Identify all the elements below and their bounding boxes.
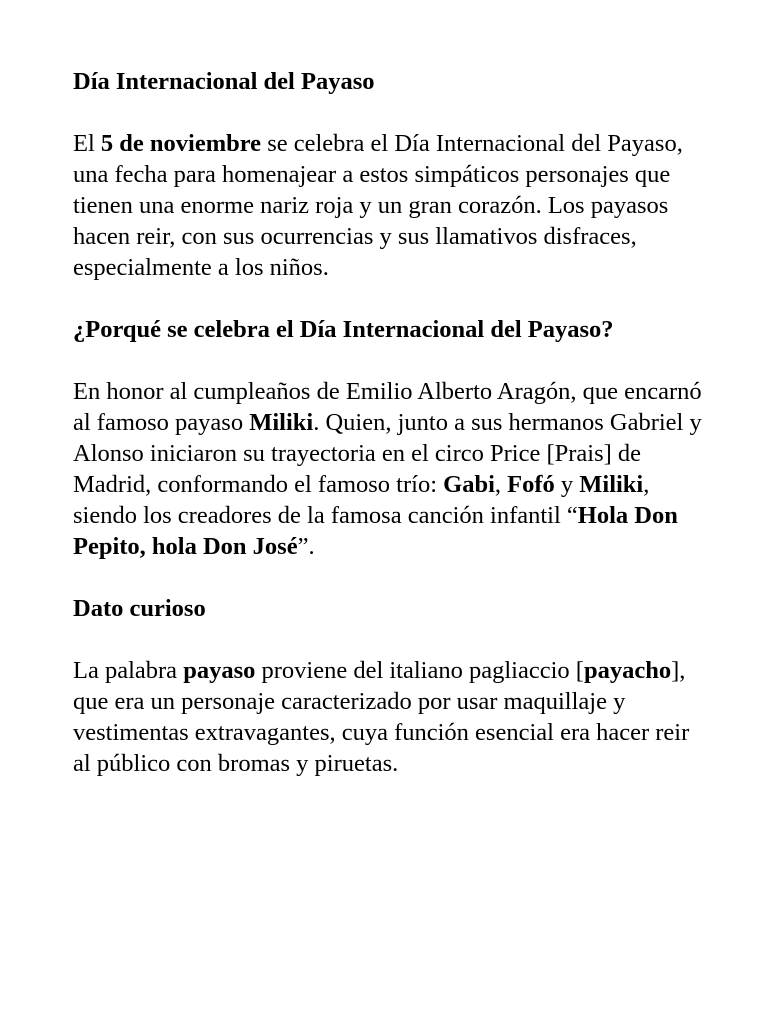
curiosity-bold-payaso: payaso [183,657,256,684]
curiosity-text-1: La palabra [73,657,184,684]
history-bold-gabi: Gabi [443,471,495,498]
history-text-4: y [554,471,580,498]
history-bold-miliki-2: Miliki [579,471,644,498]
curiosity-paragraph [73,655,703,779]
document-title: Día Internacional del Payaso [73,68,375,95]
curiosity-text-3: ], que era un personaje caracterizado por usar maquillaje y vestimentas extravagantes, cuya función esencial era hacer reir al público con bromas y piruetas. [73,657,690,777]
section-heading-curious: Dato curioso [73,595,206,622]
intro-text-1: El [73,130,101,157]
document-page [73,66,703,810]
intro-text-2: se celebra el Día Internacional del Payaso, una fecha para homenajear a estos simpáticos personajes que tienen una enorme nariz roja y un gran corazón. Los payasos hacen reir, con sus ocurrencias y sus llamativos disfraces, especialmente a los niños. [73,130,683,281]
curiosity-text-2: proviene del italiano pagliaccio [ [255,657,584,684]
history-text-3: , [494,471,508,498]
intro-bold-date: 5 de noviembre [100,130,262,157]
history-text-2: . Quien, junto a sus hermanos Gabriel y Alonso iniciaron su trayectoria en el circo Price [Prais] de Madrid, conformando el famoso trío: [73,409,702,498]
history-text-6: ”. [297,533,315,560]
history-text-1: En honor al cumpleaños de Emilio Alberto Aragón, que encarnó al famoso payaso [73,378,702,436]
section-heading-why: ¿Porqué se celebra el Día Internacional del Payaso? [73,316,614,343]
intro-paragraph [73,128,703,283]
history-text-5: , siendo los creadores de la famosa canción infantil “ [73,471,650,529]
curiosity-bold-payacho: payacho [583,657,672,684]
history-bold-fofo: Fofó [507,471,555,498]
history-bold-miliki: Miliki [249,409,314,436]
history-paragraph [73,376,703,562]
history-bold-song: Hola Don Pepito, hola Don José [73,502,678,560]
